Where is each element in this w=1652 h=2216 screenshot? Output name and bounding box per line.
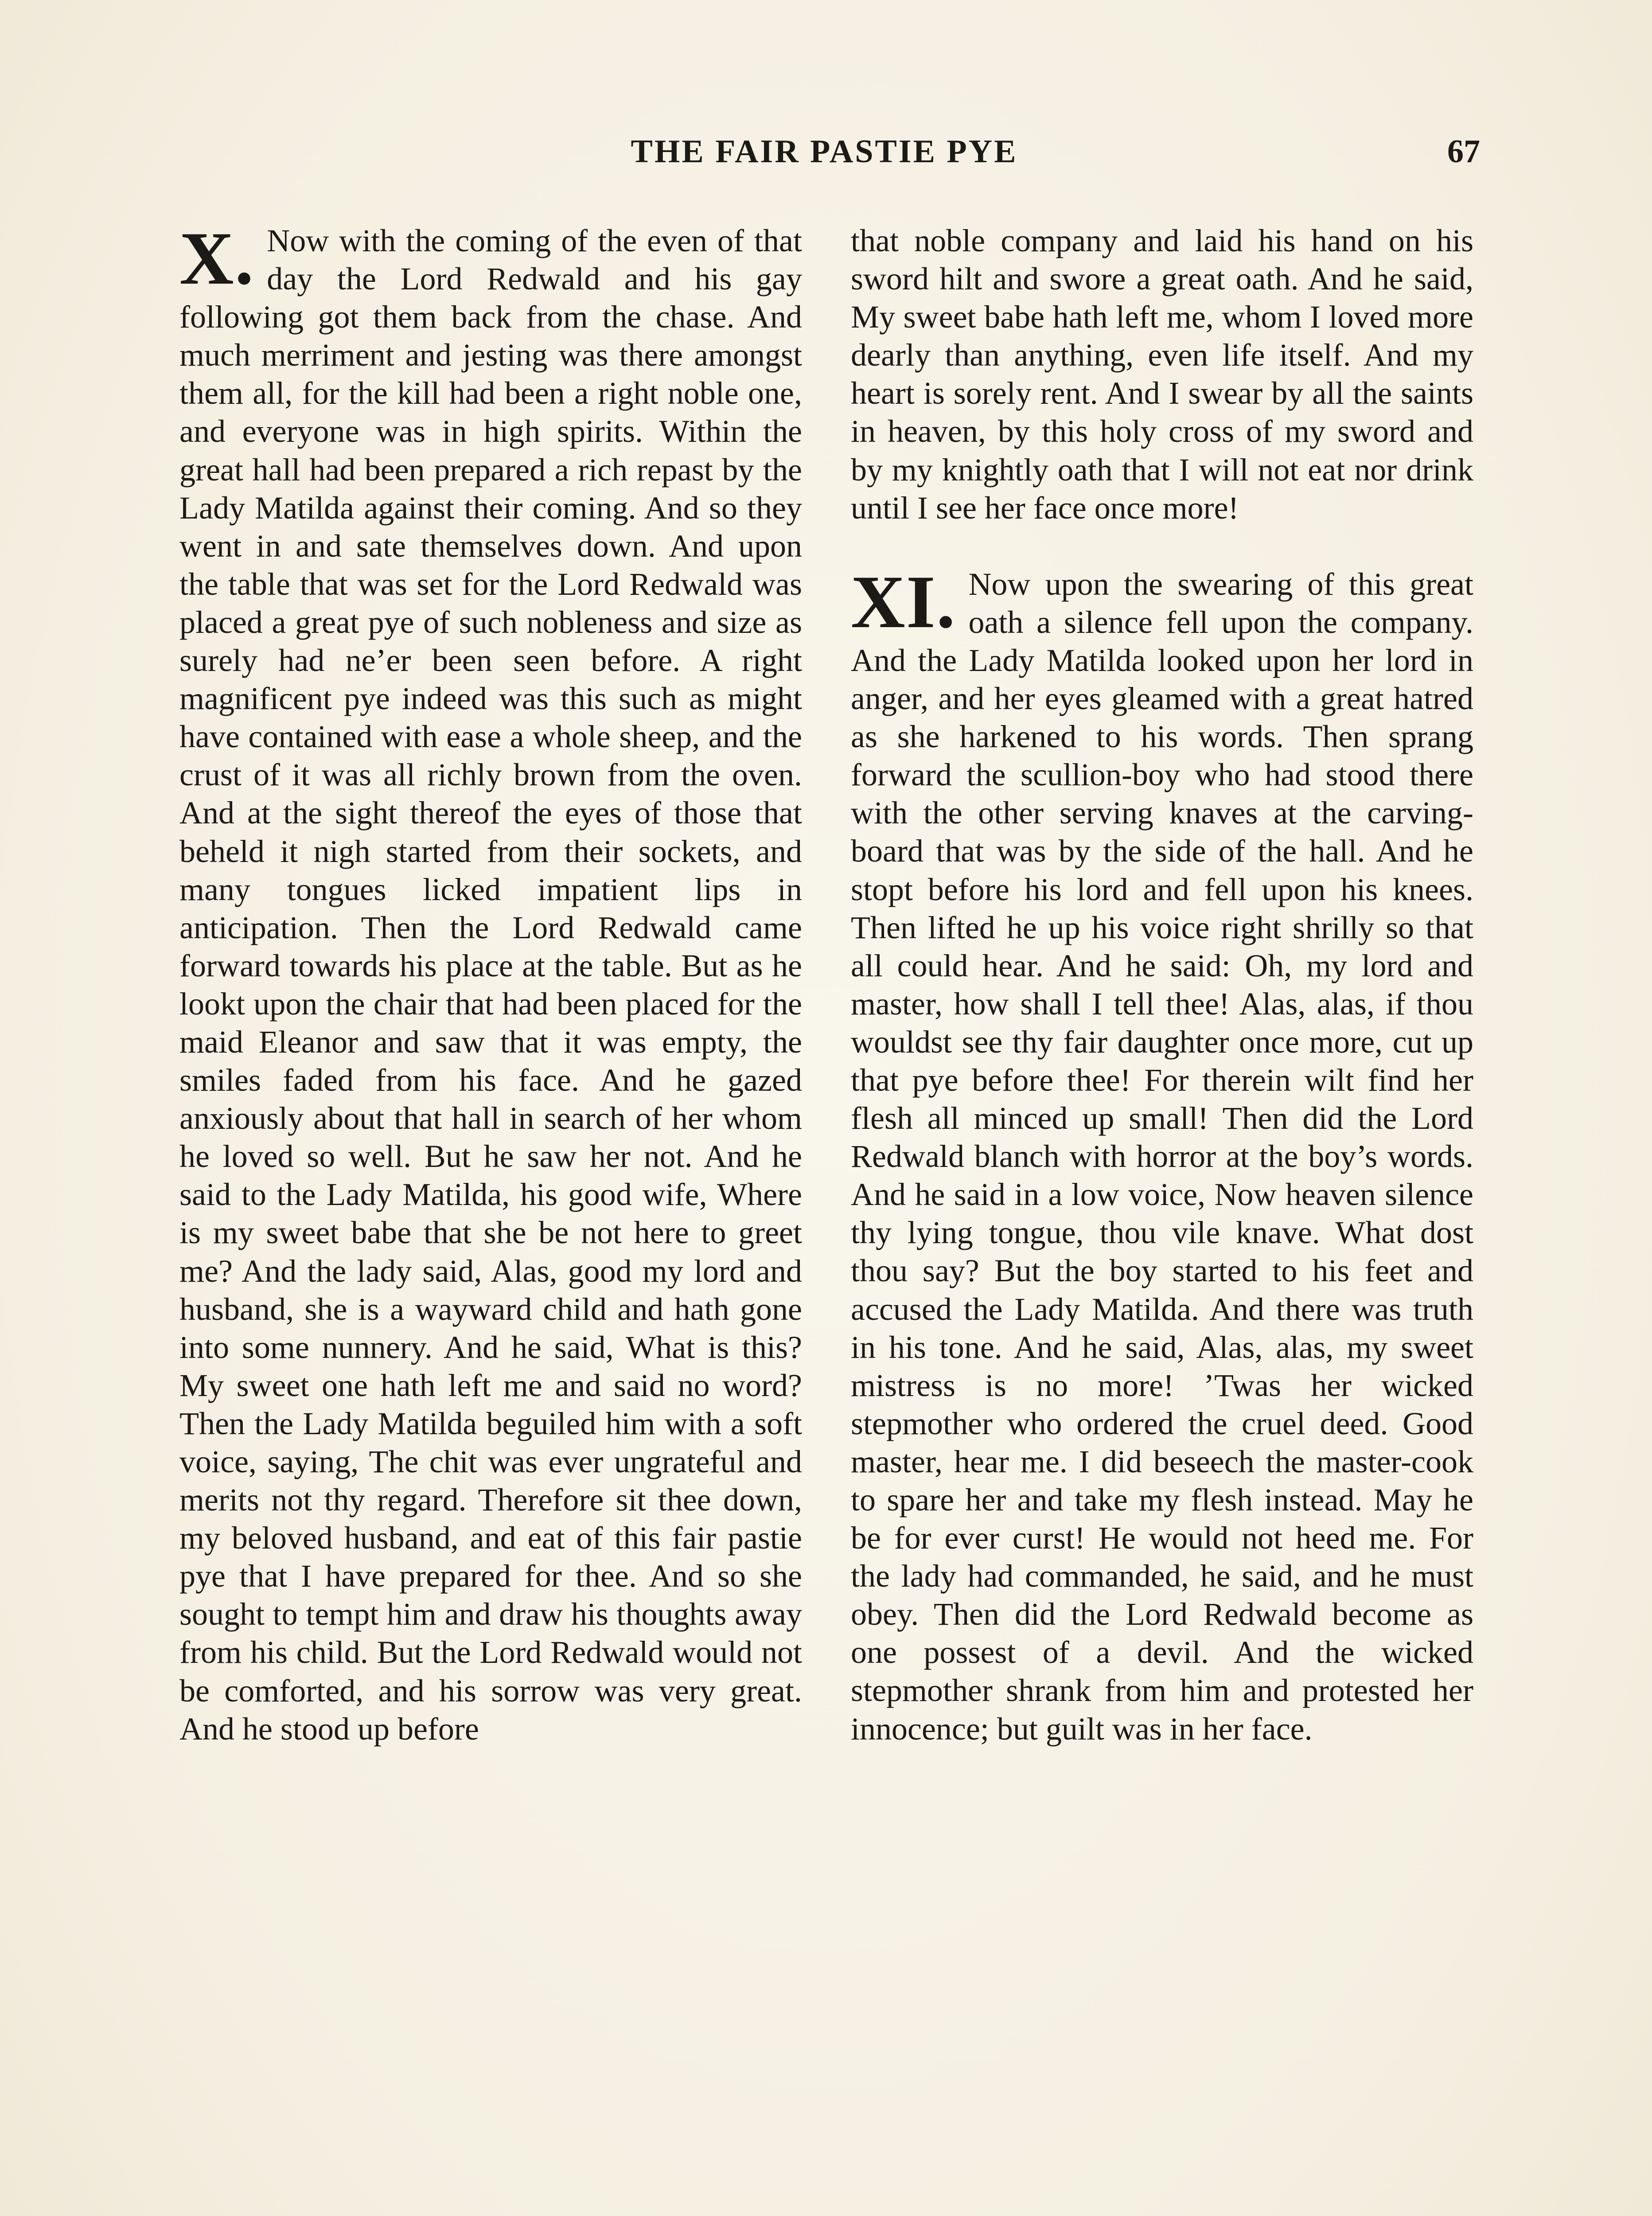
section-x (179, 217, 802, 1748)
section-xi-text: Now upon the swearing of this great oath a silence fell upon the company. And the Lady Matilda looked upon her lord in anger, and her eyes gleamed with a great hatred as she harkened to his words. Then sprang forward the scullion-boy who had stood there with the other serving knaves at the carving-board that was by the side of the hall. And he stopt before his lord and fell upon his knees. Then lifted he up his voice right shrilly so that all could hear. And he said: Oh, my lord and master, how shall I tell thee! Alas, alas, if thou wouldst see thy fair daughter once more, cut up that pye before thee! For therein wilt find her flesh all minced up small! Then did the Lord Redwald blanch with horror at the boy’s words. And he said in a low voice, Now heaven silence thy lying tongue, thou vile knave. What dost thou say? But the boy started to his feet and accused the Lady Matilda. And there was truth in his tone. And he said, Alas, alas, my sweet mistress is no more! ’Twas her wicked stepmother who ordered the cruel deed. Good master, hear me. I did beseech the master-cook to spare her and take my flesh instead. May he be for ever curst! He would not heed me. For the lady had commanded, he said, and he must obey. Then did the Lord Redwald become as one possest of a devil. And the wicked stepmother shrank from him and protested her innocence; but guilt was in her face. (851, 566, 1473, 1747)
section-xi (851, 560, 1473, 1748)
right-column (851, 222, 1473, 1748)
section-x-continued (851, 222, 1473, 527)
section-numeral-xi: XI. (851, 560, 956, 644)
page-number: 67 (1447, 133, 1480, 170)
section-x-text: Now with the coming of the even of that day the Lord Redwald and his gay following got them back from the chase. And much merriment and jesting was there amongst them all, for the kill had been a right noble one, and everyone was in high spirits. Within the great hall had been prepared a rich repast by the Lady Matilda against their coming. And so they went in and sate themselves down. And upon the table that was set for the Lord Redwald was placed a great pye of such nobleness and size as surely had ne’er been seen before. A right magnificent pye indeed was this such as might have contained with ease a whole sheep, and the crust of it was all richly brown from the oven. And at the sight thereof the eyes of those that beheld it nigh started from their sockets, and many tongues licked impatient lips in anticipation. Then the Lord Redwald came forward towards his place at the table. But as he lookt upon the chair that had been placed for the maid Eleanor and saw that it was empty, the smiles faded from his face. And he gazed anxiously about that hall in search of her whom he loved so well. But he saw her not. And he said to the Lady Matilda, his good wife, Where is my sweet babe that she be not here to greet me? And the lady said, Alas, good my lord and husband, she is a wayward child and hath gone into some nunnery. And he said, What is this? My sweet one hath left me and said no word? Then the Lady Matilda beguiled him with a soft voice, saying, The chit was ever ungrateful and merits not thy regard. Therefore sit thee down, my beloved husband, and eat of this fair pastie pye that I have prepared for thee. And so she sought to tempt him and draw his thoughts away from his child. But the Lord Redwald would not be comforted, and his sorrow was very great. And he stood up before (179, 223, 802, 1747)
section-x-continuation-text: that noble company and laid his hand on his sword hilt and swore a great oath. And he said, My sweet babe hath left me, whom I loved more dearly than anything, even life itself. And my heart is sorely rent. And I swear by all the saints in heaven, by this holy cross of my sword and by my knightly oath that I will not eat nor drink until I see her face once more! (851, 223, 1473, 526)
left-column (179, 217, 802, 1748)
section-numeral-x: X. (179, 217, 255, 300)
running-head-title: THE FAIR PASTIE PYE (631, 133, 1018, 170)
